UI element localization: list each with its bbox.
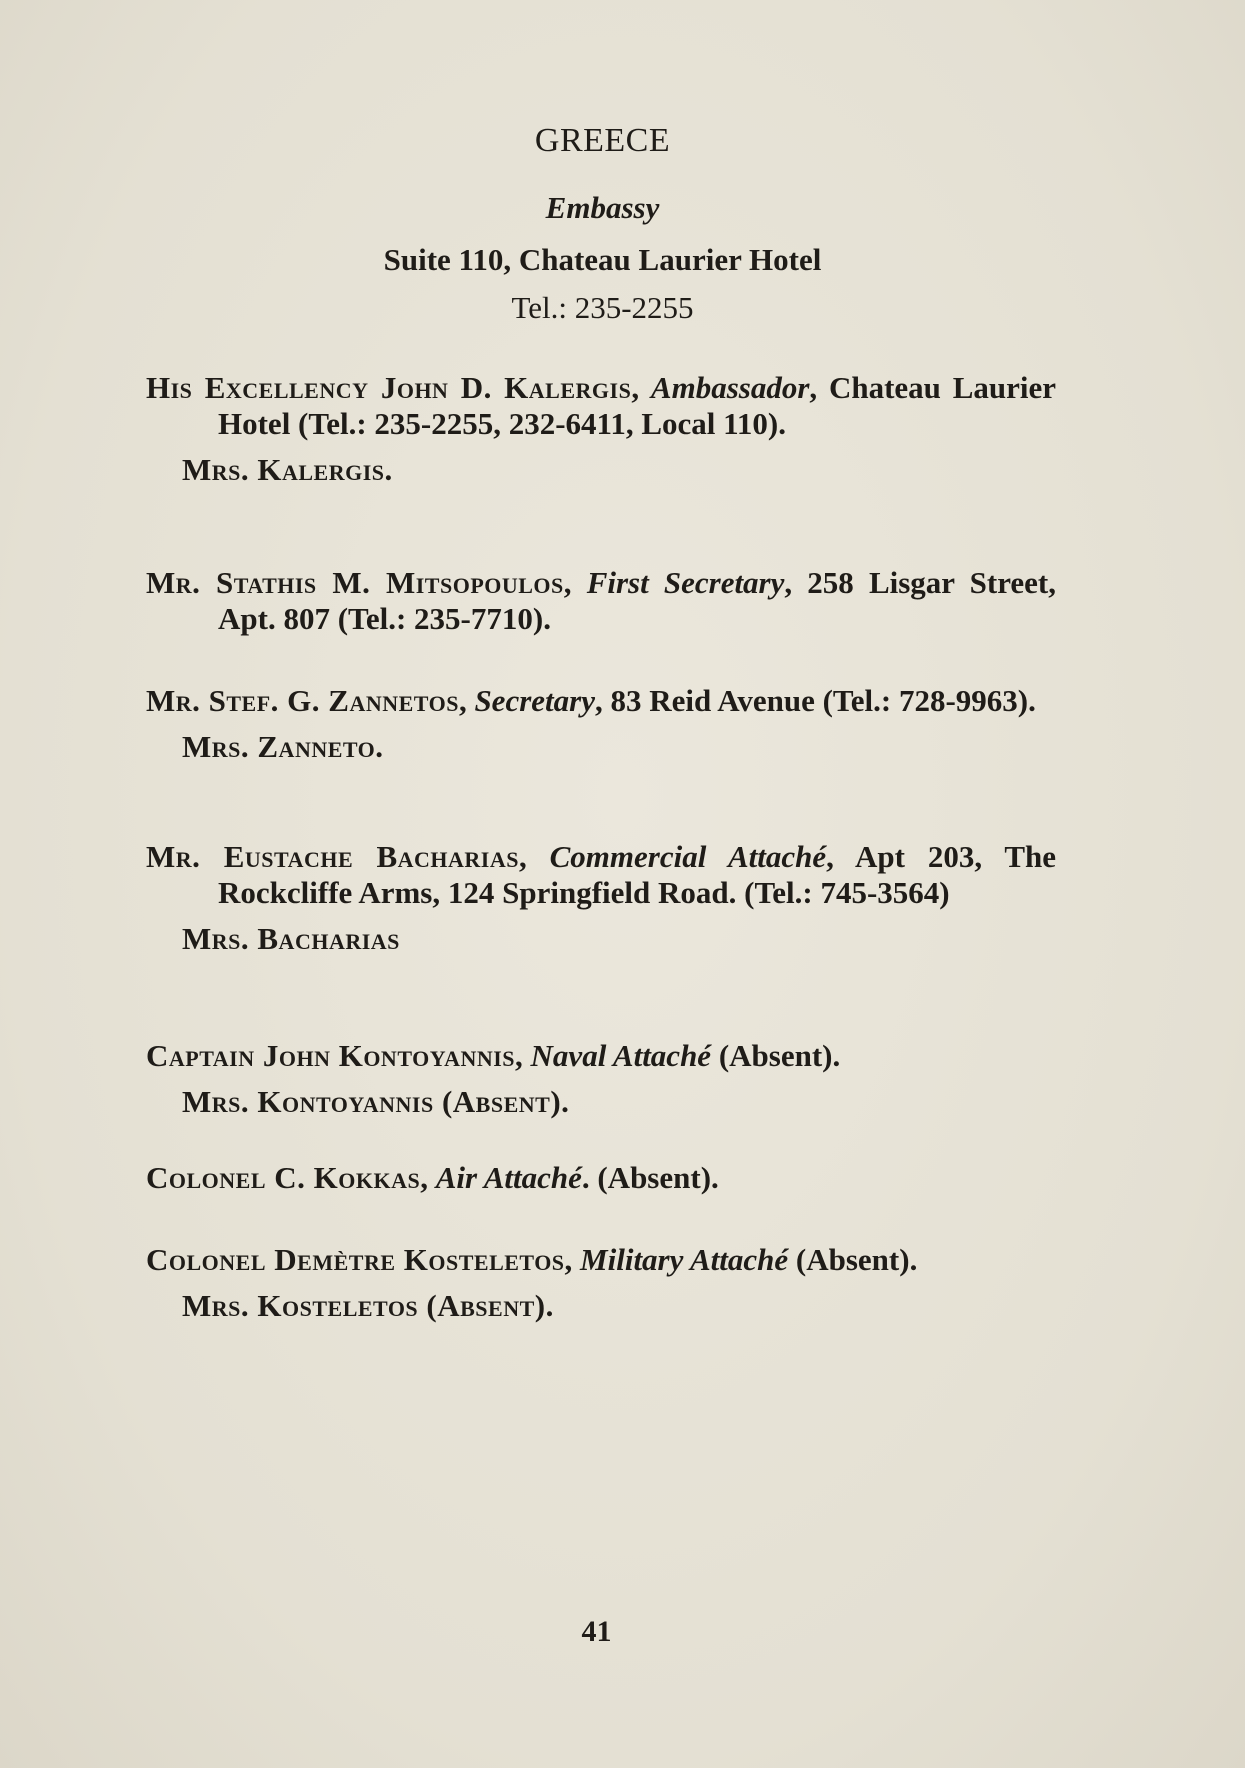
person-name: Mr. Eustache Bacharias xyxy=(146,839,519,874)
person-details: Chateau Laurier Hotel (Tel.: 235-2255, 232-6411, Local 110). xyxy=(218,370,1057,441)
person-name: His Excellency John D. Kalergis xyxy=(146,370,632,405)
directory-entry: Mr. Stef. G. Zannetos, Secretary, 83 Reid Avenue (Tel.: 728-9963). Mrs. Zanneto. xyxy=(146,683,1056,765)
spouse-name: Mrs. Bacharias xyxy=(182,921,400,956)
embassy-address: Suite 110, Chateau Laurier Hotel xyxy=(383,242,822,277)
person-title: Air Attaché xyxy=(435,1160,582,1195)
page-number: 41 xyxy=(581,1615,612,1648)
embassy-telephone: Tel.: 235-2255 xyxy=(511,290,694,325)
person-details: (Absent). xyxy=(718,1038,841,1073)
person-name: Colonel C. Kokkas xyxy=(146,1160,421,1195)
person-title: Naval Attaché xyxy=(530,1038,712,1073)
directory-entry: Mr. Stathis M. Mitsopoulos, First Secretary, 258 Lisgar Street, Apt. 807 (Tel.: 235-7710). xyxy=(146,565,1057,636)
section-heading: Embassy xyxy=(545,190,660,225)
person-details: . (Absent). xyxy=(581,1160,719,1195)
directory-entry: Captain John Kontoyannis, Naval Attaché (Absent). Mrs. Kontoyannis (Absent). xyxy=(146,1038,1056,1120)
spouse-name: Mrs. Kosteletos (Absent). xyxy=(182,1288,554,1323)
person-title: Commercial Attaché xyxy=(549,839,827,874)
country-heading: GREECE xyxy=(534,122,671,159)
person-title: First Secretary xyxy=(586,565,785,600)
person-details: (Absent). xyxy=(795,1242,918,1277)
person-details: Apt 203, The Rockcliffe Arms, 124 Springfield Road. (Tel.: 745-3564) xyxy=(218,839,1057,910)
spouse-name: Mrs. Kontoyannis (Absent). xyxy=(182,1084,570,1119)
person-title: Secretary xyxy=(474,683,595,718)
person-title: Ambassador xyxy=(650,370,810,405)
spouse-name: Mrs. Zanneto. xyxy=(182,729,384,764)
person-details: 83 Reid Avenue (Tel.: 728-9963). xyxy=(610,683,1036,718)
person-name: Mr. Stathis M. Mitsopoulos xyxy=(146,565,564,600)
person-title: Military Attaché xyxy=(580,1242,789,1277)
directory-entry: Mr. Eustache Bacharias, Commercial Attaché, Apt 203, The Rockcliffe Arms, 124 Springfield Road. (Tel.: 745-3564) Mrs. Bacharias xyxy=(146,839,1057,956)
directory-entry: His Excellency John D. Kalergis, Ambassador, Chateau Laurier Hotel (Tel.: 235-2255, 232-6411, Local 110). Mrs. Kalergis. xyxy=(146,370,1057,487)
person-name: Colonel Demètre Kosteletos xyxy=(146,1242,565,1277)
person-name: Mr. Stef. G. Zannetos xyxy=(146,683,459,718)
person-name: Captain John Kontoyannis xyxy=(146,1038,516,1073)
directory-entry: Colonel Demètre Kosteletos, Military Attaché (Absent). Mrs. Kosteletos (Absent). xyxy=(146,1242,1056,1324)
person-details: 258 Lisgar Street, Apt. 807 (Tel.: 235-7710). xyxy=(218,565,1057,636)
spouse-name: Mrs. Kalergis. xyxy=(182,452,393,487)
directory-entry: Colonel C. Kokkas, Air Attaché. (Absent). xyxy=(146,1160,719,1195)
